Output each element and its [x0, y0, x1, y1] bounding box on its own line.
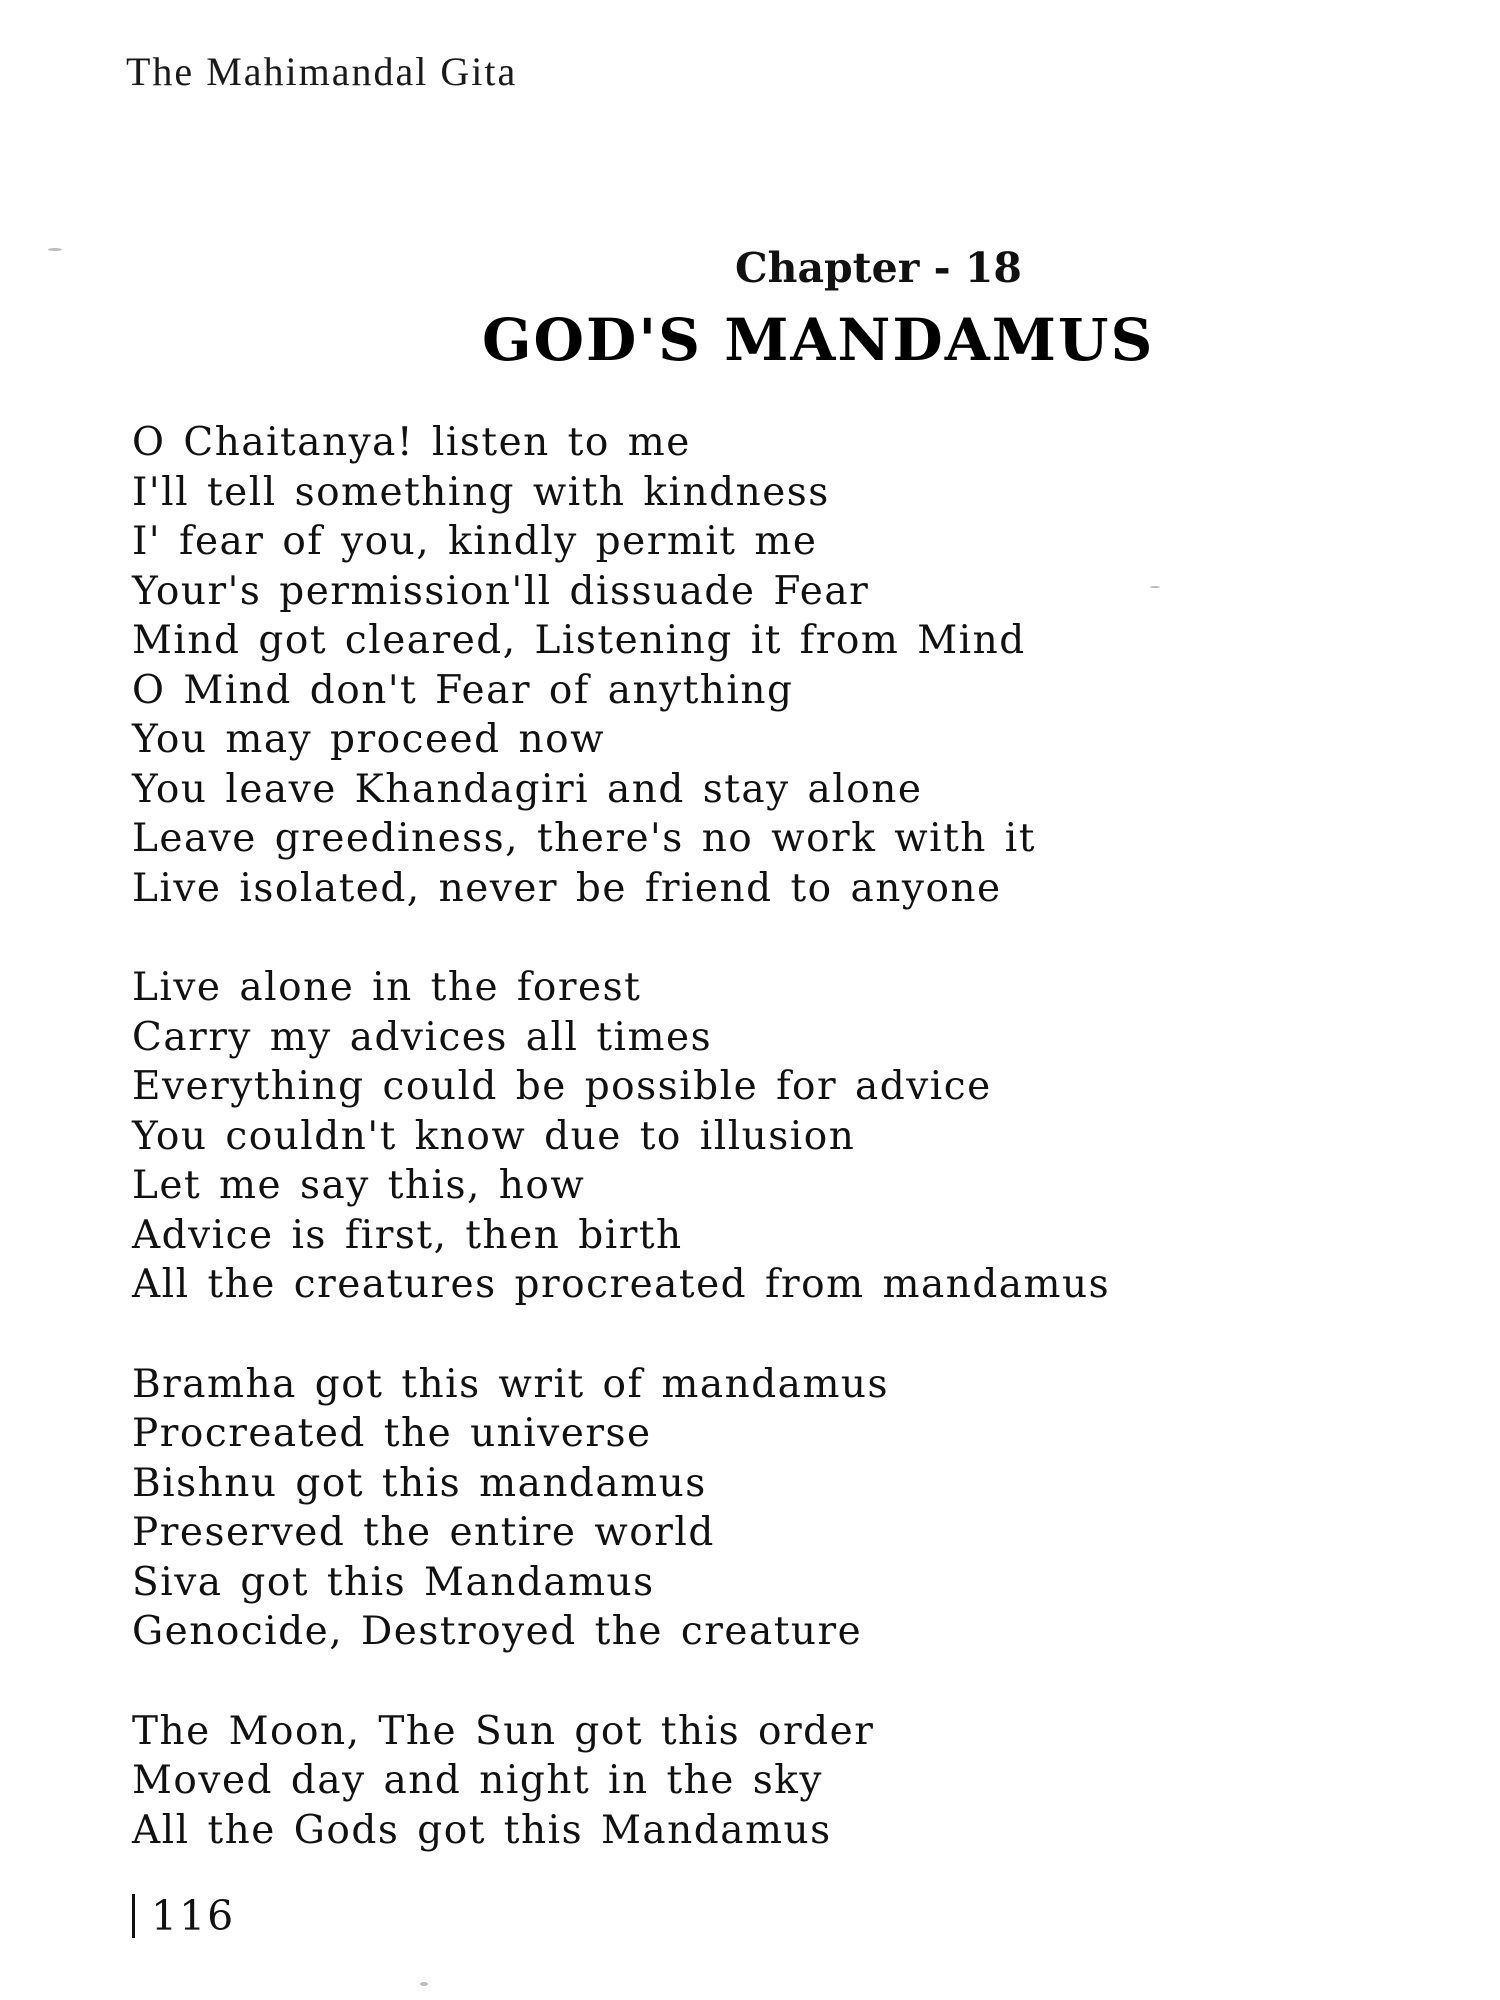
verse-line: Leave greediness, there's no work with it [132, 816, 1036, 861]
page-number: 116 [151, 1892, 236, 1940]
stanza-2 [132, 963, 1382, 1310]
stanza-4 [132, 1707, 1382, 1856]
verse-line: All the creatures procreated from mandamus [132, 1262, 1111, 1307]
verse-line: O Chaitanya! listen to me [132, 420, 691, 465]
verse-line: You may proceed now [132, 717, 605, 762]
chapter-title: GOD'S MANDAMUS [482, 306, 1155, 374]
stanza-1 [132, 418, 1382, 913]
scan-speck [48, 248, 62, 251]
running-header: The Mahimandal Gita [126, 49, 518, 94]
verse-line: The Moon, The Sun got this order [132, 1708, 875, 1754]
verse-line: Preserved the entire world [132, 1510, 715, 1555]
verse-line: Let me say this, how [132, 1163, 586, 1208]
stanza-3 [132, 1360, 1382, 1657]
verse-line: Your's permission'll dissuade Fear [132, 568, 870, 614]
verse-line: O Mind don't Fear of anything [132, 667, 794, 713]
footer-rule [132, 1894, 135, 1938]
verse-line: Bishnu got this mandamus [132, 1460, 707, 1506]
verse-line: Live alone in the forest [132, 965, 642, 1010]
chapter-label: Chapter - 18 [735, 244, 1022, 292]
verse-line: Procreated the universe [132, 1411, 652, 1456]
scan-speck [1150, 586, 1160, 588]
verse-body [132, 418, 1382, 1905]
verse-line: Mind got cleared, Listening it from Mind [132, 618, 1026, 663]
verse-line: You leave Khandagiri and stay alone [132, 766, 923, 812]
verse-line: Bramha got this writ of mandamus [132, 1361, 890, 1407]
verse-line: Moved day and night in the sky [132, 1758, 823, 1803]
verse-line: Genocide, Destroyed the creature [132, 1609, 863, 1654]
scan-speck [420, 1982, 428, 1986]
verse-line: You couldn't know due to illusion [132, 1113, 856, 1159]
verse-line: Carry my advices all times [132, 1014, 713, 1060]
verse-line: Live isolated, never be friend to anyone [132, 865, 1002, 911]
verse-line: I'll tell something with kindness [132, 469, 830, 515]
verse-line: All the Gods got this Mandamus [132, 1807, 832, 1853]
page-footer [132, 1892, 235, 1940]
verse-line: Everything could be possible for advice [132, 1064, 992, 1109]
verse-line: Advice is first, then birth [132, 1212, 683, 1258]
verse-line: Siva got this Mandamus [132, 1559, 655, 1605]
verse-line: I' fear of you, kindly permit me [132, 519, 818, 564]
